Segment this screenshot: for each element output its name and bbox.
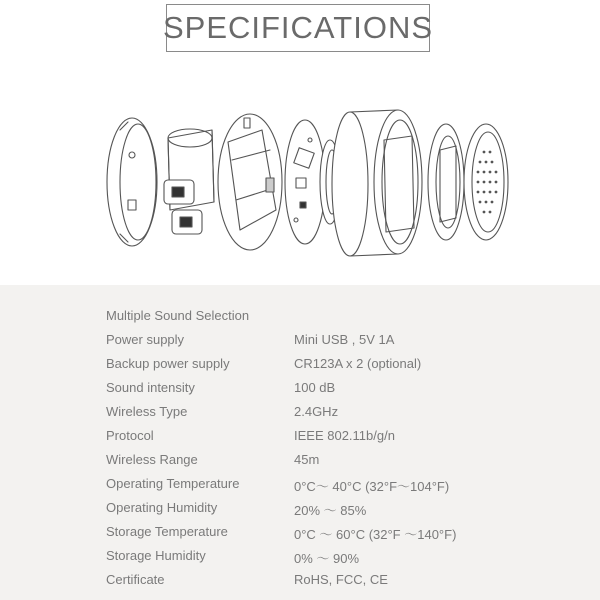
spec-label: Protocol <box>106 428 154 443</box>
spec-value: 2.4GHz <box>294 404 339 419</box>
spec-label: Backup power supply <box>106 356 230 371</box>
spec-label: Multiple Sound Selection <box>106 308 250 323</box>
speaker-grille-part <box>464 124 508 240</box>
spec-label: Operating Humidity <box>106 500 218 515</box>
spec-row <box>0 572 600 596</box>
spec-label: Storage Temperature <box>106 524 228 539</box>
spec-row <box>0 476 600 500</box>
specs-panel <box>0 285 600 600</box>
circuit-board-part <box>285 120 325 244</box>
spec-value: CR123A x 2 (optional) <box>294 356 422 371</box>
spec-row <box>0 380 600 404</box>
spec-row <box>0 524 600 548</box>
spec-value: 0% ～ 90% <box>294 551 360 566</box>
spec-row <box>0 500 600 524</box>
spec-label: Storage Humidity <box>106 548 206 563</box>
spec-label: Certificate <box>106 572 165 587</box>
spec-label: Wireless Type <box>106 404 188 419</box>
spec-row <box>0 428 600 452</box>
exploded-view-illustration <box>0 60 600 285</box>
spec-value: 20% ～ 85% <box>294 503 367 518</box>
spec-value: RoHS, FCC, CE <box>294 572 388 587</box>
title-box <box>162 4 434 52</box>
spec-row <box>0 452 600 476</box>
spec-row <box>0 308 600 332</box>
inner-housing-part <box>218 114 282 250</box>
base-plate-part <box>107 118 157 246</box>
spec-label: Wireless Range <box>106 452 198 467</box>
spec-value: 100 dB <box>294 380 336 395</box>
spec-row <box>0 356 600 380</box>
spec-label: Sound intensity <box>106 380 195 395</box>
spec-value: 0°C ～ 60°C (32°F ～140°F) <box>294 527 457 542</box>
spec-value: 45m <box>294 452 320 467</box>
outer-housing-part <box>332 110 422 256</box>
spec-value: IEEE 802.11b/g/n <box>294 428 395 443</box>
spec-row <box>0 332 600 356</box>
spec-value: Mini USB , 5V 1A <box>294 332 395 347</box>
spec-row <box>0 404 600 428</box>
page-title: SPECIFICATIONS <box>162 10 434 45</box>
bracket-part <box>428 124 464 240</box>
spec-row <box>0 548 600 572</box>
spec-label: Power supply <box>106 332 185 347</box>
spec-label: Operating Temperature <box>106 476 240 491</box>
spec-value: 0°C～ 40°C (32°F～104°F) <box>294 479 450 494</box>
